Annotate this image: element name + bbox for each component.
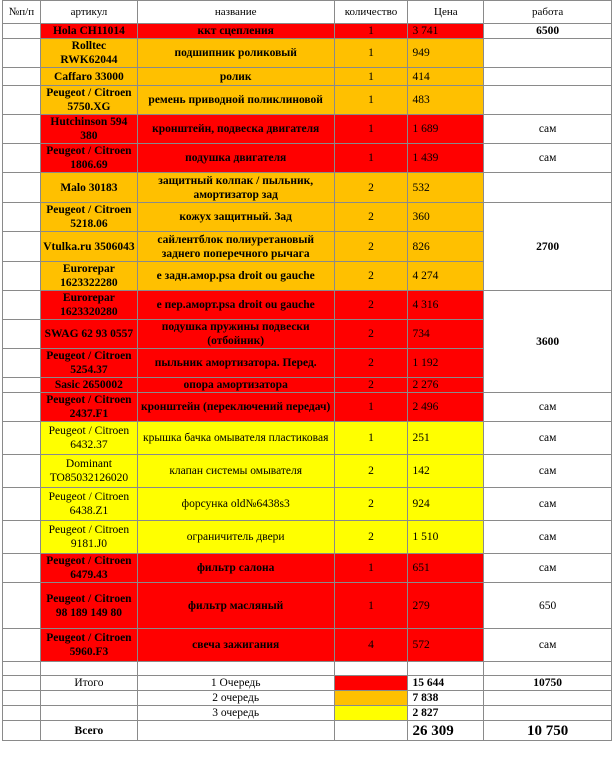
work-group-cell: 3600 (484, 291, 612, 393)
row-price: 572 (408, 629, 484, 662)
row-name: фильтр салона (137, 554, 334, 583)
header-index: №п/п (3, 1, 41, 24)
row-work (484, 68, 612, 86)
row-name: свеча зажигания (137, 629, 334, 662)
table-row (3, 24, 612, 39)
row-price: 1 192 (408, 349, 484, 378)
row-index (3, 422, 41, 455)
row-article: Peugeot / Citroen 5254.37 (40, 349, 137, 378)
queue-2-total: 7 838 (408, 691, 484, 706)
row-name: защитный колпак / пыльник, амортизатор зад (137, 173, 334, 203)
row-name: ограничитель двери (137, 521, 334, 554)
row-article: Peugeot / Citroen 5960.F3 (40, 629, 137, 662)
row-price: 1 689 (408, 115, 484, 144)
row-index (3, 554, 41, 583)
row-quantity: 4 (334, 629, 408, 662)
row-article: Peugeot / Citroen 9181.J0 (40, 521, 137, 554)
row-name: крышка бачка омывателя пластиковая (137, 422, 334, 455)
row-article: Peugeot / Citroen 6438.Z1 (40, 488, 137, 521)
row-quantity: 1 (334, 68, 408, 86)
row-price: 924 (408, 488, 484, 521)
row-quantity: 1 (334, 554, 408, 583)
table-row (3, 554, 612, 583)
grand-total-row (3, 721, 612, 741)
queue-1-label: 1 Очередь (137, 676, 334, 691)
row-price: 142 (408, 455, 484, 488)
row-quantity: 2 (334, 262, 408, 291)
grand-total-label: Всего (40, 721, 137, 741)
row-name: e задн.амор.psa droit ou gauche (137, 262, 334, 291)
table-row (3, 488, 612, 521)
row-quantity: 1 (334, 86, 408, 115)
row-price: 1 510 (408, 521, 484, 554)
row-name: кожух защитный. Зад (137, 203, 334, 232)
row-quantity: 1 (334, 583, 408, 629)
row-quantity: 1 (334, 422, 408, 455)
queue-3-total: 2 827 (408, 706, 484, 721)
table-row (3, 629, 612, 662)
row-work: сам (484, 521, 612, 554)
row-price: 251 (408, 422, 484, 455)
row-work: 650 (484, 583, 612, 629)
row-index (3, 232, 41, 262)
queue-3-label: 3 очередь (137, 706, 334, 721)
grand-total: 26 309 (408, 721, 484, 741)
row-work (484, 86, 612, 115)
summary-row-queue-3 (3, 706, 612, 721)
queue-3-swatch (334, 706, 408, 721)
row-quantity: 2 (334, 291, 408, 320)
itogo-label: Итого (40, 676, 137, 691)
row-article: Peugeot / Citroen 5750.XG (40, 86, 137, 115)
summary-row-queue-2 (3, 691, 612, 706)
queue-1-work-total: 10750 (484, 676, 612, 691)
row-price: 414 (408, 68, 484, 86)
row-quantity: 2 (334, 173, 408, 203)
row-work: сам (484, 115, 612, 144)
row-quantity: 2 (334, 232, 408, 262)
row-index (3, 393, 41, 422)
table-row (3, 203, 612, 232)
table-row (3, 393, 612, 422)
row-price: 2 276 (408, 378, 484, 393)
row-price: 483 (408, 86, 484, 115)
work-group-cell: 2700 (484, 203, 612, 291)
blank-row (3, 662, 612, 676)
row-quantity: 2 (334, 349, 408, 378)
row-name: опора амортизатора (137, 378, 334, 393)
row-work: сам (484, 144, 612, 173)
row-article: Peugeot / Citroen 2437.F1 (40, 393, 137, 422)
row-quantity: 1 (334, 39, 408, 68)
row-quantity: 1 (334, 24, 408, 39)
queue-2-label: 2 очередь (137, 691, 334, 706)
row-quantity: 1 (334, 144, 408, 173)
row-article: Rolltec RWK62044 (40, 39, 137, 68)
row-article: Caffaro 33000 (40, 68, 137, 86)
row-price: 3 741 (408, 24, 484, 39)
row-quantity: 2 (334, 378, 408, 393)
row-article: Dominant TO85032126020 (40, 455, 137, 488)
queue-1-total: 15 644 (408, 676, 484, 691)
summary-row-queue-1 (3, 676, 612, 691)
row-index (3, 144, 41, 173)
row-name: кронштейн (переключений передач) (137, 393, 334, 422)
row-price: 2 496 (408, 393, 484, 422)
row-index (3, 68, 41, 86)
queue-2-swatch (334, 691, 408, 706)
table-row (3, 583, 612, 629)
row-name: кронштейн, подвеска двигателя (137, 115, 334, 144)
row-price: 826 (408, 232, 484, 262)
row-article: Peugeot / Citroen 1806.69 (40, 144, 137, 173)
row-quantity: 2 (334, 488, 408, 521)
row-work: сам (484, 488, 612, 521)
row-article: Peugeot / Citroen 98 189 149 80 (40, 583, 137, 629)
header-price: Цена (408, 1, 484, 24)
row-index (3, 455, 41, 488)
row-quantity: 2 (334, 455, 408, 488)
row-work (484, 173, 612, 203)
header-article: артикул (40, 1, 137, 24)
row-name: подшипник роликовый (137, 39, 334, 68)
row-price: 4 274 (408, 262, 484, 291)
row-work: сам (484, 554, 612, 583)
table-row (3, 455, 612, 488)
row-index (3, 349, 41, 378)
row-work: сам (484, 422, 612, 455)
header-row (3, 1, 612, 24)
row-quantity: 1 (334, 115, 408, 144)
row-price: 949 (408, 39, 484, 68)
row-index (3, 291, 41, 320)
row-work (484, 39, 612, 68)
row-quantity: 2 (334, 320, 408, 349)
row-index (3, 115, 41, 144)
table-row (3, 86, 612, 115)
row-name: ролик (137, 68, 334, 86)
row-price: 4 316 (408, 291, 484, 320)
row-name: форсунка old№6438s3 (137, 488, 334, 521)
row-index (3, 378, 41, 393)
row-price: 651 (408, 554, 484, 583)
row-work: сам (484, 393, 612, 422)
row-index (3, 86, 41, 115)
row-article: Peugeot / Citroen 6432.37 (40, 422, 137, 455)
row-name: фильтр масляный (137, 583, 334, 629)
row-index (3, 488, 41, 521)
row-index (3, 583, 41, 629)
row-price: 360 (408, 203, 484, 232)
row-quantity: 1 (334, 393, 408, 422)
row-name: e пер.аморт.psa droit ou gauche (137, 291, 334, 320)
row-name: подушка двигателя (137, 144, 334, 173)
queue-1-swatch (334, 676, 408, 691)
row-index (3, 24, 41, 39)
row-article: Peugeot / Citroen 6479.43 (40, 554, 137, 583)
table-row (3, 422, 612, 455)
row-price: 279 (408, 583, 484, 629)
header-work: работа (484, 1, 612, 24)
parts-table (2, 0, 612, 741)
row-article: SWAG 62 93 0557 (40, 320, 137, 349)
row-quantity: 2 (334, 521, 408, 554)
table-row (3, 115, 612, 144)
row-work: сам (484, 629, 612, 662)
row-work: 6500 (484, 24, 612, 39)
row-price: 532 (408, 173, 484, 203)
row-name: подушка пружины подвески (отбойник) (137, 320, 334, 349)
table-row (3, 144, 612, 173)
row-index (3, 173, 41, 203)
row-article: Malo 30183 (40, 173, 137, 203)
row-index (3, 262, 41, 291)
row-article: Eurorepar 1623322280 (40, 262, 137, 291)
row-name: пыльник амортизатора. Перед. (137, 349, 334, 378)
row-name: клапан системы омывателя (137, 455, 334, 488)
row-article: Peugeot / Citroen 5218.06 (40, 203, 137, 232)
row-quantity: 2 (334, 203, 408, 232)
row-article: Hutchinson 594 380 (40, 115, 137, 144)
row-name: ремень приводной поликлиновой (137, 86, 334, 115)
row-work: сам (484, 455, 612, 488)
row-name: ккт сцепления (137, 24, 334, 39)
header-name: название (137, 1, 334, 24)
row-article: Sasic 2650002 (40, 378, 137, 393)
row-index (3, 629, 41, 662)
row-index (3, 203, 41, 232)
row-article: Vtulka.ru 3506043 (40, 232, 137, 262)
table-row (3, 39, 612, 68)
table-row (3, 521, 612, 554)
header-quantity: количество (334, 1, 408, 24)
row-article: Eurorepar 1623320280 (40, 291, 137, 320)
row-index (3, 39, 41, 68)
row-index (3, 320, 41, 349)
table-row (3, 173, 612, 203)
row-article: Hola CH11014 (40, 24, 137, 39)
row-price: 734 (408, 320, 484, 349)
grand-work-total: 10 750 (484, 721, 612, 741)
row-price: 1 439 (408, 144, 484, 173)
table-row (3, 68, 612, 86)
row-name: сайлентблок полиуретановый заднего поперечного рычага (137, 232, 334, 262)
table-row (3, 291, 612, 320)
row-index (3, 521, 41, 554)
